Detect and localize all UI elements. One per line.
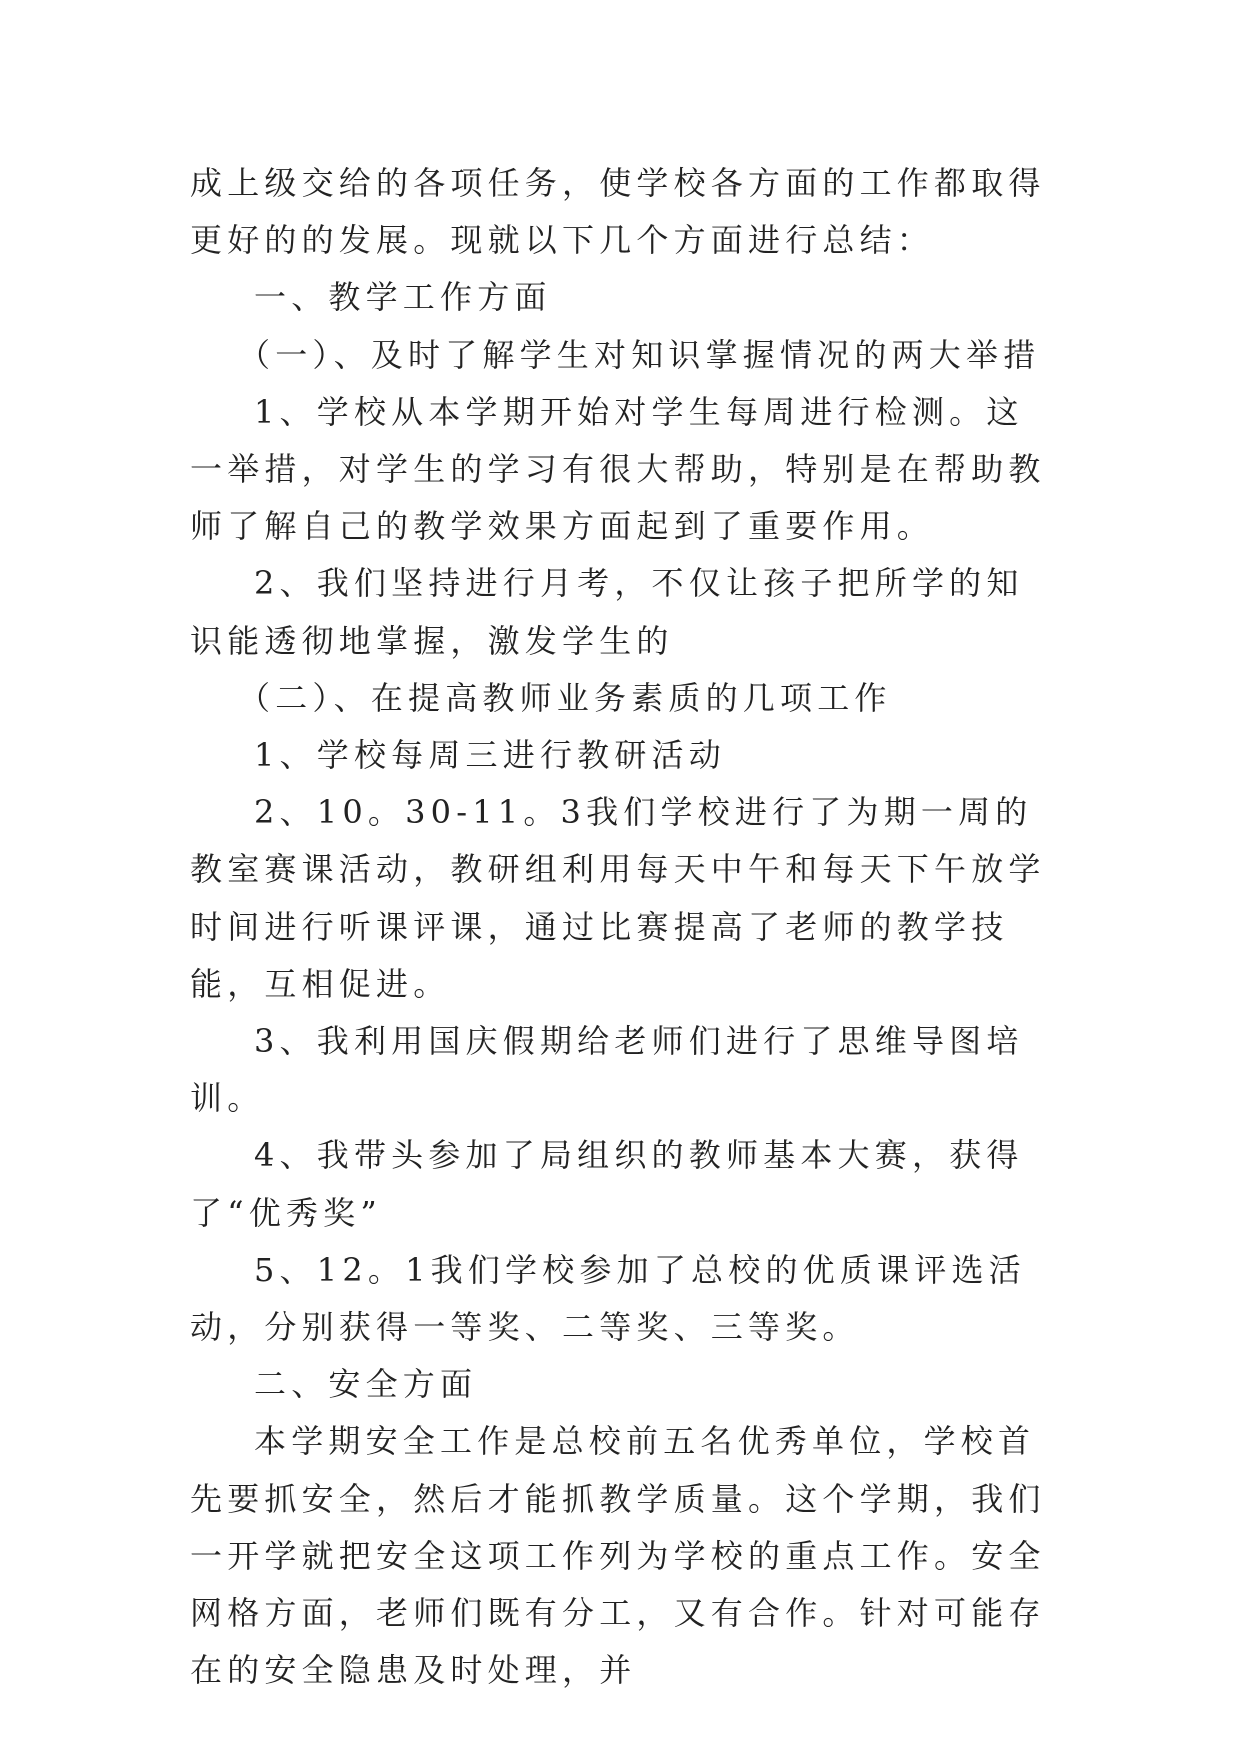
paragraph-mindmap-training: 3、我利用国庆假期给老师们进行了思维导图培训。 bbox=[190, 1022, 1024, 1118]
heading-safety: 二、安全方面 bbox=[254, 1365, 478, 1404]
paragraph-research-activity: 1、学校每周三进行教研活动 bbox=[254, 736, 726, 775]
paragraph-intro: 成上级交给的各项任务，使学校各方面的工作都取得更好的的发展。现就以下几个方面进行总结： bbox=[190, 164, 1046, 260]
paragraph-monthly-exam: 2、我们坚持进行月考，不仅让孩子把所学的知识能透彻地掌握，激发学生的 bbox=[190, 564, 1024, 660]
subheading-knowledge-measures: （一）、及时了解学生对知识掌握情况的两大举措 bbox=[238, 335, 1041, 374]
paragraph-weekly-test: 1、学校从本学期开始对学生每周进行检测。这一举措，对学生的学习有很大帮助，特别是在帮助教师了解自己的教学效果方面起到了重要作用。 bbox=[190, 392, 1046, 546]
paragraph-lesson-contest: 2、10。30-11。3我们学校进行了为期一周的教室赛课活动，教研组利用每天中午和每天下午放学时间进行听课评课，通过比赛提高了老师的教学技能，互相促进。 bbox=[190, 793, 1046, 1003]
paragraph-safety-work: 本学期安全工作是总校前五名优秀单位，学校首先要抓安全，然后才能抓教学质量。这个学期，我们一开学就把安全这项工作列为学校的重点工作。安全网格方面，老师们既有分工，又有合作。针对可能存在的安全隐患及时处理，并 bbox=[190, 1422, 1046, 1690]
subheading-teacher-quality: （二）、在提高教师业务素质的几项工作 bbox=[238, 678, 892, 717]
paragraph-basic-contest: 4、我带头参加了局组织的教师基本大赛，获得了“优秀奖” bbox=[190, 1136, 1024, 1232]
document-body bbox=[190, 155, 1060, 1699]
heading-teaching-work: 一、教学工作方面 bbox=[254, 278, 552, 317]
paragraph-quality-lesson: 5、12。1我们学校参加了总校的优质课评选活动，分别获得一等奖、二等奖、三等奖。 bbox=[190, 1250, 1026, 1347]
